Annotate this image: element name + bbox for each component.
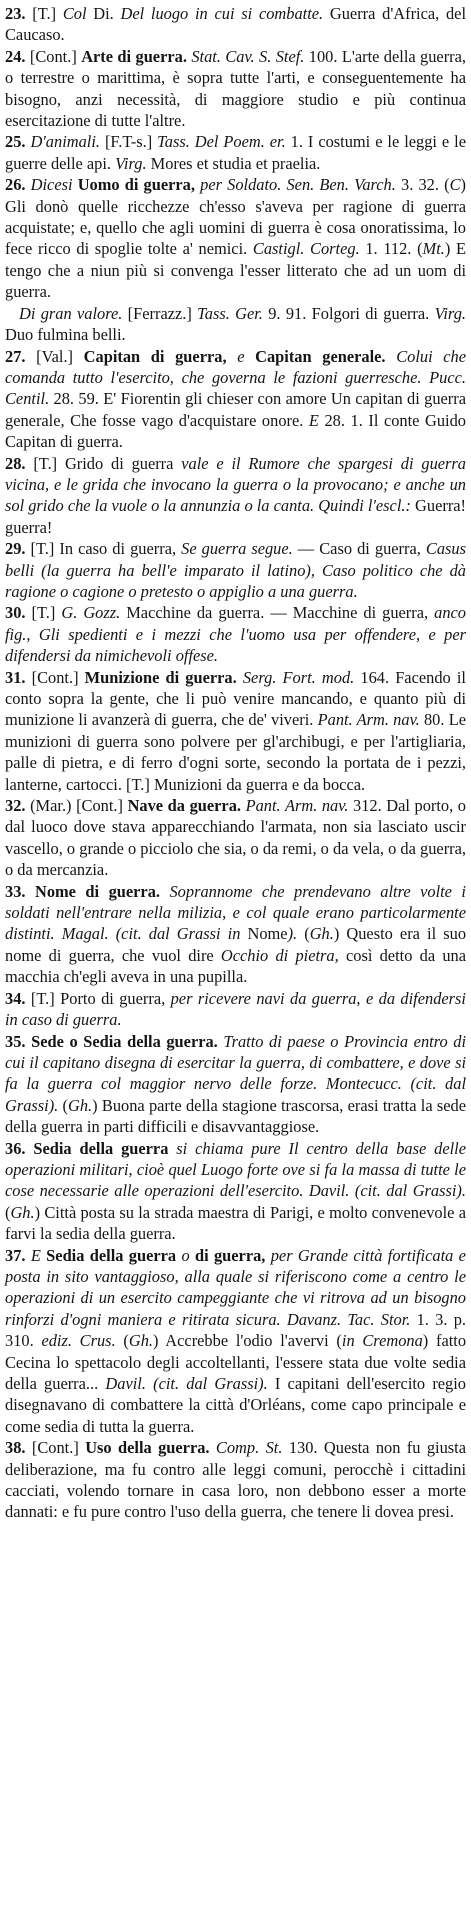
entry-number: 30. bbox=[5, 603, 26, 623]
dictionary-entry bbox=[5, 667, 466, 795]
headword: Sede o Sedia della guerra. bbox=[31, 1031, 218, 1051]
italic-text: Tratto di paese o Provincia entro di cui il capitano disegna di esercitar la guerra, di combattere, e dove si fa la guerra col maggior nervo delle forze. Montecucc. (cit. dal Grassi). bbox=[5, 1031, 467, 1115]
entry-number: 25. bbox=[5, 132, 26, 152]
entry-text: ) fatto Cecina lo spettacolo degli accoltellanti, l'essere stata due volte sedia della guerra... bbox=[5, 1331, 467, 1393]
headword: Arte di guerra. bbox=[81, 46, 187, 66]
italic-text: Mt. bbox=[422, 239, 445, 259]
italic-text: Pant. Arm. nav. bbox=[317, 710, 420, 730]
italic-text: E bbox=[30, 1245, 41, 1265]
headword: Capitan di guerra, bbox=[83, 346, 227, 366]
entry-number: 24. bbox=[5, 46, 26, 66]
entry-number: 38. bbox=[5, 1438, 26, 1458]
entry-text: 130. Questa non fu giusta deliberazione, ma fu contro alle leggi comuni, perocchè i cittadini cacciati, volendo tornare in casa loro, non debbono esser a morte dannati: e fu pure contro l'uso della guerra, che tenere li dovea presi. bbox=[5, 1438, 467, 1522]
entry-text: ( bbox=[58, 1095, 69, 1115]
italic-text: Occhio di pietra, bbox=[220, 945, 339, 965]
entry-number: 35. bbox=[5, 1031, 26, 1051]
entry-text: ( bbox=[5, 1202, 11, 1222]
entry-text: 80. Le munizioni di guerra sono polvere per gl'archibugi, e per l'artigliaria, palle di pietra, e di ferro d'ogni sorte, secondo la portata de i pezzi, lanterne, cartocci. [T.] Munizioni da guerra e da bocca. bbox=[5, 710, 466, 794]
dictionary-entry bbox=[5, 346, 466, 453]
italic-text: Gh. bbox=[309, 924, 334, 944]
entry-text: ) Città posta su la strada maestra di Parigi, e molto convenevole a farvi la sedia della guerra. bbox=[5, 1202, 466, 1244]
italic-text: E bbox=[308, 410, 319, 430]
entry-number: 26. bbox=[5, 175, 26, 195]
entry-text: [Cont.] bbox=[25, 46, 82, 66]
italic-text: per Grande città fortificata e posta in sito vantaggioso, alla quale si riferiscono come a centro le operazioni di un esercito campeggiante che vi ritrova ad un bisogno rinforzi d'ogni maniera e ritirata sicura. Davanz. Tac. Stor. bbox=[5, 1245, 466, 1329]
entry-text: ( bbox=[115, 1331, 129, 1351]
dictionary-entry bbox=[5, 453, 466, 539]
dictionary-entry bbox=[5, 538, 466, 602]
entry-text: 28. 59. E' Fiorentin gli chieser con amore Un capitan di guerra generale, Che fosse vago d'acquistare onore. bbox=[5, 389, 466, 430]
entry-text: 1. I costumi e le leggi e le guerre delle api. bbox=[5, 132, 466, 173]
italic-text: Dicesi bbox=[30, 175, 73, 195]
italic-text: Casus belli (la guerra ha bell'e imparato il latino), Caso politico che dà ragione o cagione o pretesto o appiglio a una guerra. bbox=[5, 539, 466, 601]
entry-text: [T.] In caso di guerra, bbox=[25, 539, 182, 559]
entry-text: [F.T-s.] bbox=[100, 132, 158, 152]
entry-text: 100. L'arte della guerra, o terrestre o marittima, è sopra tutte l'arti, e conseguentemente ha bisogno, anzi necessità, di maggiore studio e più continua esercitazione di tutte l'altre. bbox=[5, 46, 466, 131]
entry-number: 32. bbox=[5, 796, 26, 816]
entry-text: così detto da una macchia ch'egli aveva in una pupilla. bbox=[5, 945, 466, 987]
italic-text: o bbox=[181, 1245, 190, 1265]
entry-text: 1. 112. ( bbox=[359, 239, 423, 259]
entry-text: ) Buona parte della stagione trascorsa, erasi tratta la sede della guerra in parti difficili e disavvantaggiose. bbox=[5, 1095, 466, 1137]
headword: Sedia della guerra bbox=[46, 1245, 177, 1265]
entry-text: 312. Dal porto, o dal luoco dove stava apparecchiando l'armata, non sia lasciato uscir vascello, o grande o picciolo che sia, o da remi, o da vela, o da guerra, o da mercanzia. bbox=[5, 796, 466, 880]
dictionary-entry bbox=[5, 3, 466, 46]
dictionary-entry bbox=[5, 174, 466, 302]
entry-text: [T.] Grido di guerra bbox=[25, 453, 182, 473]
entry-text: ) Questo era il suo nome di guerra, che vuol dire bbox=[5, 924, 467, 965]
headword: Nave da guerra. bbox=[127, 796, 241, 816]
headword: Nome di guerra. bbox=[34, 881, 160, 901]
dictionary-entry bbox=[5, 1437, 466, 1523]
entry-text: 3. 32. ( bbox=[395, 175, 450, 195]
entry-text: ) E tengo che a niun più si convenga l'esser litterato che ad un uom di guerra. bbox=[5, 239, 467, 302]
italic-text: per Soldato. Sen. Ben. Varch. bbox=[200, 175, 396, 195]
italic-text: Col bbox=[62, 4, 87, 23]
entry-text: (Mar.) [Cont.] bbox=[25, 796, 128, 816]
headword: Uso della guerra. bbox=[85, 1438, 210, 1458]
italic-text: C bbox=[449, 175, 461, 195]
italic-text: per ricevere navi da guerra, e da difendersi in caso di guerra. bbox=[5, 988, 466, 1030]
entry-text: 9. 91. Folgori di guerra. bbox=[262, 303, 435, 323]
headword: di guerra, bbox=[194, 1245, 266, 1265]
entry-number: 23. bbox=[5, 4, 26, 23]
dictionary-entry bbox=[5, 881, 466, 988]
italic-text: Gh. bbox=[68, 1095, 93, 1115]
italic-text: Pant. Arm. nav. bbox=[245, 796, 349, 816]
headword: Capitan generale. bbox=[255, 346, 386, 366]
dictionary-entry bbox=[5, 303, 466, 346]
entry-number: 36. bbox=[5, 1138, 26, 1158]
dictionary-entry bbox=[5, 131, 466, 174]
italic-text: vale e il Rumore che spargesi di guerra vicina, e le grida che invocano la guerra o la provocano; e anche un sol grido che la vuole o la annunzia o la canta. Quindi l'escl.: bbox=[5, 453, 466, 516]
entry-text: ( bbox=[297, 924, 310, 944]
entry-text: — Caso di guerra, bbox=[292, 539, 426, 559]
entry-text: ) Accrebbe l'odio l'avervi ( bbox=[153, 1331, 342, 1351]
dictionary-entry bbox=[5, 1245, 466, 1438]
entry-text: 164. Facendo il conto sopra la gente, che li può venire mancando, e quanto più di munizione li avanzerà di guerra, che de' viveri. bbox=[5, 667, 466, 730]
italic-text: Tass. Del Poem. er. bbox=[157, 132, 286, 152]
entry-number: 31. bbox=[5, 667, 26, 687]
headword: Sedia della guerra bbox=[33, 1138, 169, 1158]
italic-text: Davil. (cit. dal Grassi). bbox=[105, 1374, 268, 1393]
entry-text: Guerra d'Africa, del Caucaso. bbox=[5, 4, 467, 45]
italic-text: Tass. Ger. bbox=[197, 303, 263, 323]
entry-text: [T.] bbox=[25, 4, 63, 23]
entry-text: Guerra! guerra! bbox=[5, 496, 467, 537]
entry-text: I capitani dell'esercito regio disegnavano di combattere la città d'Orléans, come capo principale e come sedia di tutta la guerra. bbox=[5, 1374, 466, 1436]
dictionary-entry bbox=[5, 1031, 466, 1138]
italic-text: Gh. bbox=[10, 1202, 35, 1222]
entry-number: 37. bbox=[5, 1245, 26, 1265]
italic-text: Del luogo in cui si combatte. bbox=[120, 4, 324, 23]
dictionary-entry bbox=[5, 602, 466, 666]
italic-text: Comp. St. bbox=[215, 1438, 283, 1458]
italic-text: G. Gozz. bbox=[61, 603, 121, 623]
italic-text: si chiama pure Il centro della base delle operazioni militari, cioè quel Luogo forte ove si fa la massa di tutte le cose necessarie alle operazioni dell'esercito. Davil. (cit. dal Grassi). bbox=[5, 1138, 466, 1201]
entry-text: [Ferrazz.] bbox=[122, 303, 198, 323]
italic-text: Virg. bbox=[115, 153, 147, 173]
italic-text: Di gran valore. bbox=[19, 303, 123, 323]
entry-text: Di. bbox=[86, 4, 121, 23]
entry-number: 34. bbox=[5, 988, 26, 1008]
entry-text bbox=[244, 347, 255, 366]
entry-text: Mores et studia et praelia. bbox=[146, 153, 321, 173]
entry-text: Macchine da guerra. — Macchine di guerra, bbox=[120, 603, 435, 623]
entry-number: 28. bbox=[5, 453, 26, 473]
entry-text bbox=[227, 347, 238, 366]
entry-text: [Cont.] bbox=[25, 667, 85, 687]
italic-text: Se guerra segue. bbox=[181, 539, 293, 559]
italic-text: ediz. Crus. bbox=[41, 1331, 116, 1351]
dictionary-entry bbox=[5, 1138, 466, 1245]
italic-text: Serg. Fort. mod. bbox=[242, 667, 355, 687]
italic-text: Gh. bbox=[128, 1331, 154, 1351]
italic-text: Virg. bbox=[434, 303, 466, 323]
italic-text: D'animali. bbox=[30, 132, 100, 152]
dictionary-entry bbox=[5, 46, 466, 132]
entry-text: [T.] bbox=[25, 603, 62, 623]
dictionary-entry bbox=[5, 795, 466, 881]
entry-text bbox=[26, 882, 35, 901]
entry-number: 33. bbox=[5, 881, 26, 901]
italic-text: Colui che comanda tutto l'esercito, che governa le fazioni guerresche. Pucc. Centil. bbox=[5, 346, 467, 409]
italic-text: anco fig., Gli spedienti e i mezzi che l'uomo usa per offendere, e per difendersi da nimichevoli offese. bbox=[5, 603, 466, 666]
entry-text: [Cont.] bbox=[25, 1438, 86, 1458]
entry-number: 29. bbox=[5, 539, 26, 559]
headword: Munizione di guerra. bbox=[84, 667, 237, 687]
italic-text: e bbox=[237, 346, 245, 366]
italic-text: in Cremona bbox=[341, 1331, 423, 1351]
dictionary-entry bbox=[5, 988, 466, 1031]
italic-text: Soprannome che prendevano altre volte i soldati nell'entrare nella milizia, e col quale erano particolarmente distinti. Magal. (cit. dal Grassi in bbox=[5, 881, 466, 944]
entry-text: [Val.] bbox=[25, 346, 84, 366]
entry-number: 27. bbox=[5, 346, 26, 366]
entry-text: 28. 1. Il conte Guido Capitan di guerra. bbox=[5, 410, 466, 452]
italic-text: Castigl. Corteg. bbox=[252, 239, 360, 259]
entry-text: 1. 3. p. 310. bbox=[5, 1309, 466, 1351]
entry-text bbox=[386, 347, 397, 366]
entry-text: Nome bbox=[240, 924, 288, 944]
italic-text: ). bbox=[287, 924, 298, 944]
entry-text: ) Gli donò quelle ricchezze ch'esso s'aveva per ragione di guerra acquistate; e, quello che agli uomini di guerra è cosa onoratissima, lo fece ricco di spoglie tolte a' nemici. bbox=[5, 175, 466, 259]
entry-text: [T.] Porto di guerra, bbox=[25, 988, 171, 1008]
italic-text: Stat. Cav. S. Stef. bbox=[191, 46, 305, 66]
entry-text: Duo fulmina belli. bbox=[5, 325, 126, 345]
headword: Uomo di guerra, bbox=[77, 175, 195, 195]
